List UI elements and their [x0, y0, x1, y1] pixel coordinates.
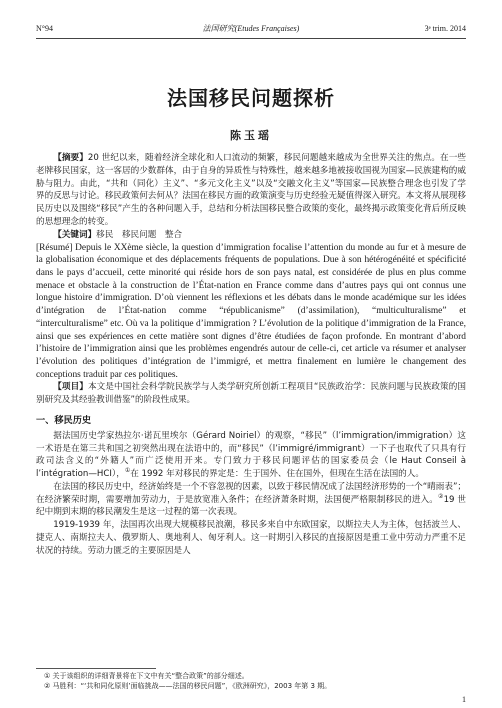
- article-author: 陈玉瑶: [230, 129, 272, 142]
- footnote-mark: ②: [44, 682, 51, 690]
- page-number: 1: [462, 695, 466, 704]
- footnote-text: 马胜利：“‘共和同化原则’面临挑战——法国的移民问题”，《欧洲研究》，2003 年第 3 期。: [52, 682, 332, 690]
- keywords-label: 【关键词】: [53, 229, 97, 240]
- paragraph-text: 在法国的移民历史中，经济始终是一个不容忽视的因素，以致于移民情况成了法国经济形势的一个“晴雨表”；在经济繁荣时期，需要增加劳动力，于是放宽准入条件；在经济萧条时期，法国便严格限制移民的进入。: [36, 481, 467, 505]
- keywords-cn: [36, 229, 466, 242]
- article-title: 法国移民问题探析: [167, 86, 335, 110]
- paragraph-text: 据法国历史学家热拉尔·诺瓦里埃尔（Gérard Noiriel）的观察，“移民”（l’immigration/immigration）这一术语是在第三共和国之初突然出现在法语中的，而“移民”（l’immigré/immigrant）一下子也取代了只具有行政司法含义的“外籍人”而广泛使用开来。专门致力于移民问题评估的国家委员会（le Haut Conseil à l’intégration—HCI），: [36, 430, 466, 480]
- body-paragraph-1: [36, 430, 466, 481]
- footnote-ref-2[interactable]: ②: [438, 492, 444, 500]
- resume-text: Depuis le XXème siècle, la question d’immigration focalise l’attention du monde au fur et à mesure de la globalisation économique et des déplacements fréquents de populations. Due à son hétérogénéité et spécificité dans le pays d’accueil, cette minorité qui réside hors de son pays natal, est considérée de plus en plus comme menace et obstacle à la construction de l’État-nation en France comme dans d’autres pays qui ont connus une longue histoire d’immigration. D’où viennent les réflexions et les débats dans le monde académique sur les idées d’intégration de l’État-nation comme “républicanisme” (d’assimilation), “multiculturalisme” et “interculturalisme” etc. Où va la politique d’immigration ? L’évolution de la politique d’immigration de la France, ainsi que ses expériences en cette matière sont dignes d’être étudiées de façon profonde. En montrant d’abord l’histoire de l’immigration ainsi que les problèmes engendrés autour de celle-ci, cet article va résumer et analyser l’évolution des politiques d’intégration de l’immigré, et mettra finalement en lumière le changement des conceptions traduit par ces politiques.: [36, 242, 467, 380]
- footnotes: [44, 671, 466, 691]
- header-divider: [36, 38, 466, 39]
- journal-name: 法国研究(Etudes Françaises): [202, 24, 300, 33]
- project-cn: [36, 381, 466, 407]
- footnote-2: [44, 681, 466, 691]
- body-paragraph-2: [36, 481, 466, 519]
- project-text: 本文是中国社会科学院民族学与人类学研究所创新工程项目“民族政治学：民族问题与民族政策的国别研究及其经验教训借鉴”的阶段性成果。: [36, 382, 466, 406]
- paragraph-text: 19 世纪中期到末期的移民潮发生是这一过程的第一次表现。: [36, 494, 466, 518]
- footnote-ref-1[interactable]: ①: [124, 467, 131, 475]
- abstract-text: 20 世纪以来，随着经济全球化和人口流动的频繁，移民问题越来越成为全世界关注的焦点。在一些老牌移民国家，这一客居的少数群体，由于自身的异质性与特殊性，越来越多地被接收国视为国家—民族建构的威胁与阻力。由此，“共和（同化）主义”、“多元文化主义”以及“交融文化主义”等国家—民族整合理念也引发了学界的反思与讨论。移民政策何去何从？法国在移民方面的政策演变与历史经验无疑值得深入研究。本文将从展现移民历史以及围绕“移民”产生的各种问题入手，总结和分析法国移民整合政策的变化，最终揭示政策变化背后所反映的思想理念的转变。: [36, 153, 467, 227]
- abstract-label: 【摘要】: [53, 153, 88, 163]
- abstract-cn: [36, 152, 466, 229]
- running-header: [36, 22, 466, 36]
- keywords-text: 移民 移民问题 整合: [96, 229, 183, 240]
- resume-label: [Résumé]: [36, 242, 73, 253]
- paragraph-text: 在 1992 年对移民的界定是：生于国外、住在国外，但现在生活在法国的人。: [130, 469, 424, 480]
- footnote-1: [44, 671, 466, 681]
- footnote-text: 关于该组织的详细背景将在下文中有关“整合政策”的部分细述。: [52, 672, 249, 680]
- section-heading: 一、移民历史: [36, 414, 92, 426]
- issue-date: 3ᵉ trim. 2014: [424, 24, 466, 33]
- resume-fr: [36, 242, 466, 382]
- footnote-divider: [36, 668, 156, 669]
- article-body: [36, 152, 466, 558]
- body-paragraph-3: 1919-1939 年，法国再次出现大规模移民浪潮，移民多来自中东欧国家，以斯拉夫人为主体，包括波兰人、捷克人、南斯拉夫人、俄罗斯人、奥地利人、匈牙利人。这一时期引入移民的直接原因是重工业中劳动力严重不足状况的持续。劳动力匮乏的主要原因是人: [36, 520, 466, 556]
- footnote-mark: ①: [44, 672, 51, 680]
- project-label: 【项目】: [53, 382, 88, 393]
- issue-number: N°94: [36, 24, 53, 33]
